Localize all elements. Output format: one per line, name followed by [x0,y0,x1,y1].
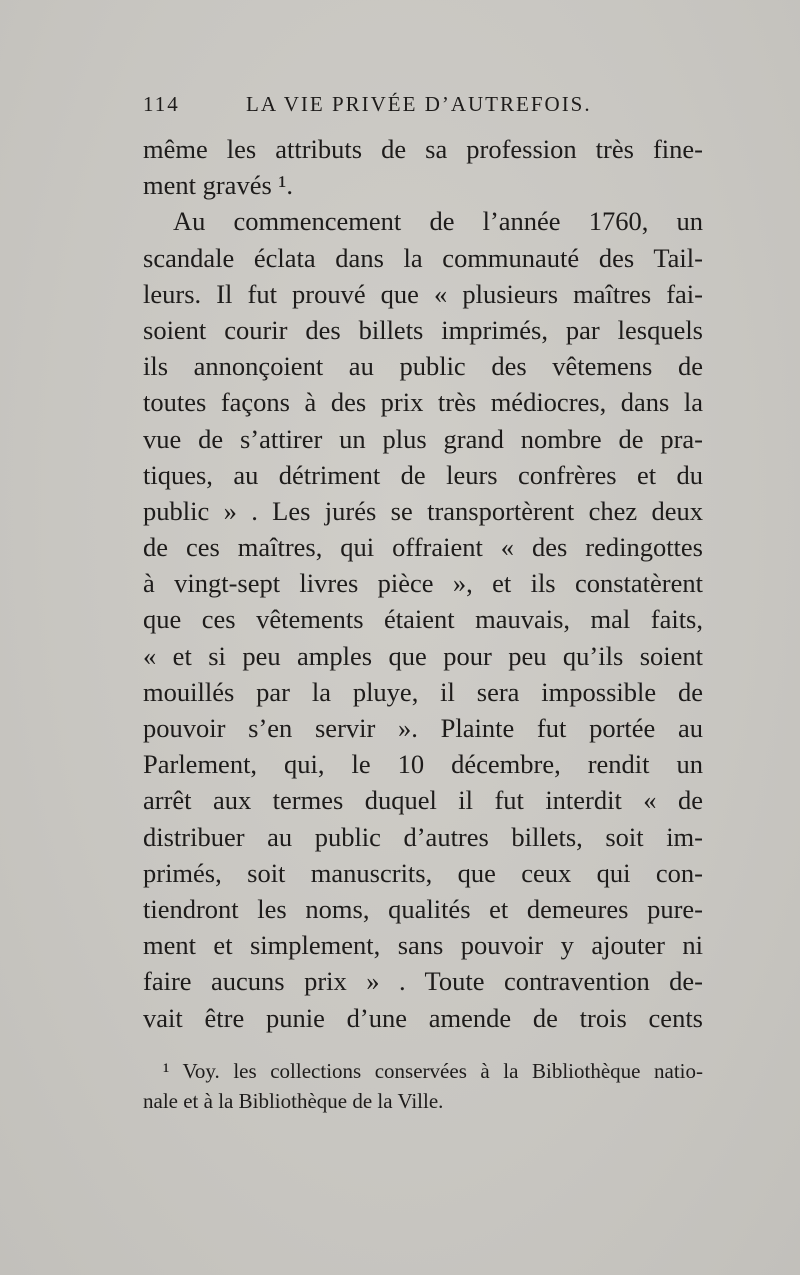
text-line: vait être punie d’une amende de trois cents [143,1002,703,1033]
text-line: mouillés par la pluye, il sera impossible de [143,676,703,707]
text-line: scandale éclata dans la communauté des Tail- [143,242,703,273]
text-line: que ces vêtements étaient mauvais, mal faits, [143,604,703,635]
footnote-line: ¹ Voy. les collections conservées à la Bibliothèque natio- [163,1059,703,1083]
text-line: faire aucuns prix » . Toute contravention de- [143,966,703,997]
text-line: vue de s’attirer un plus grand nombre de pra- [143,423,703,454]
running-title: LA VIE PRIVÉE D’AUTREFOIS. [246,92,592,116]
text-line: tiendront les noms, qualités et demeures pure- [143,893,703,924]
text-line: distribuer au public d’autres billets, soit im- [143,821,703,852]
text-line: Parlement, qui, le 10 décembre, rendit un [143,749,703,780]
text-line: primés, soit manuscrits, que ceux qui con- [143,857,703,888]
text-line: pouvoir s’en servir ». Plainte fut portée au [143,713,703,743]
text-line: « et si peu amples que pour peu qu’ils soient [143,640,703,671]
text-line: ment gravés ¹. [143,170,293,201]
footnote-line: nale et à la Bibliothèque de la Ville. [143,1089,444,1113]
text-line: tiques, au détriment de leurs confrères et du [143,459,703,490]
text-line: toutes façons à des prix très médiocres, dans la [143,387,703,418]
text-line: arrêt aux termes duquel il fut interdit « de [143,785,703,816]
text-line: ment et simplement, sans pouvoir y ajouter ni [143,930,703,961]
text-line: leurs. Il fut prouvé que « plusieurs maîtres fai- [143,278,703,309]
text-line: Au commencement de l’année 1760, un [173,206,703,237]
text-line: même les attributs de sa profession très fine- [143,134,703,164]
text-line: ils annonçoient au public des vêtemens de [143,351,703,382]
body-text [143,131,703,1036]
running-header [143,92,703,120]
text-line: à vingt-sept livres pièce », et ils constatèrent [143,568,703,599]
text-line: de ces maîtres, qui offraient « des redingottes [143,532,703,563]
page-number: 114 [143,92,180,116]
footnotes [143,1056,703,1116]
text-line: soient courir des billets imprimés, par lesquels [143,314,703,345]
text-line: public » . Les jurés se transportèrent chez deux [143,495,703,526]
